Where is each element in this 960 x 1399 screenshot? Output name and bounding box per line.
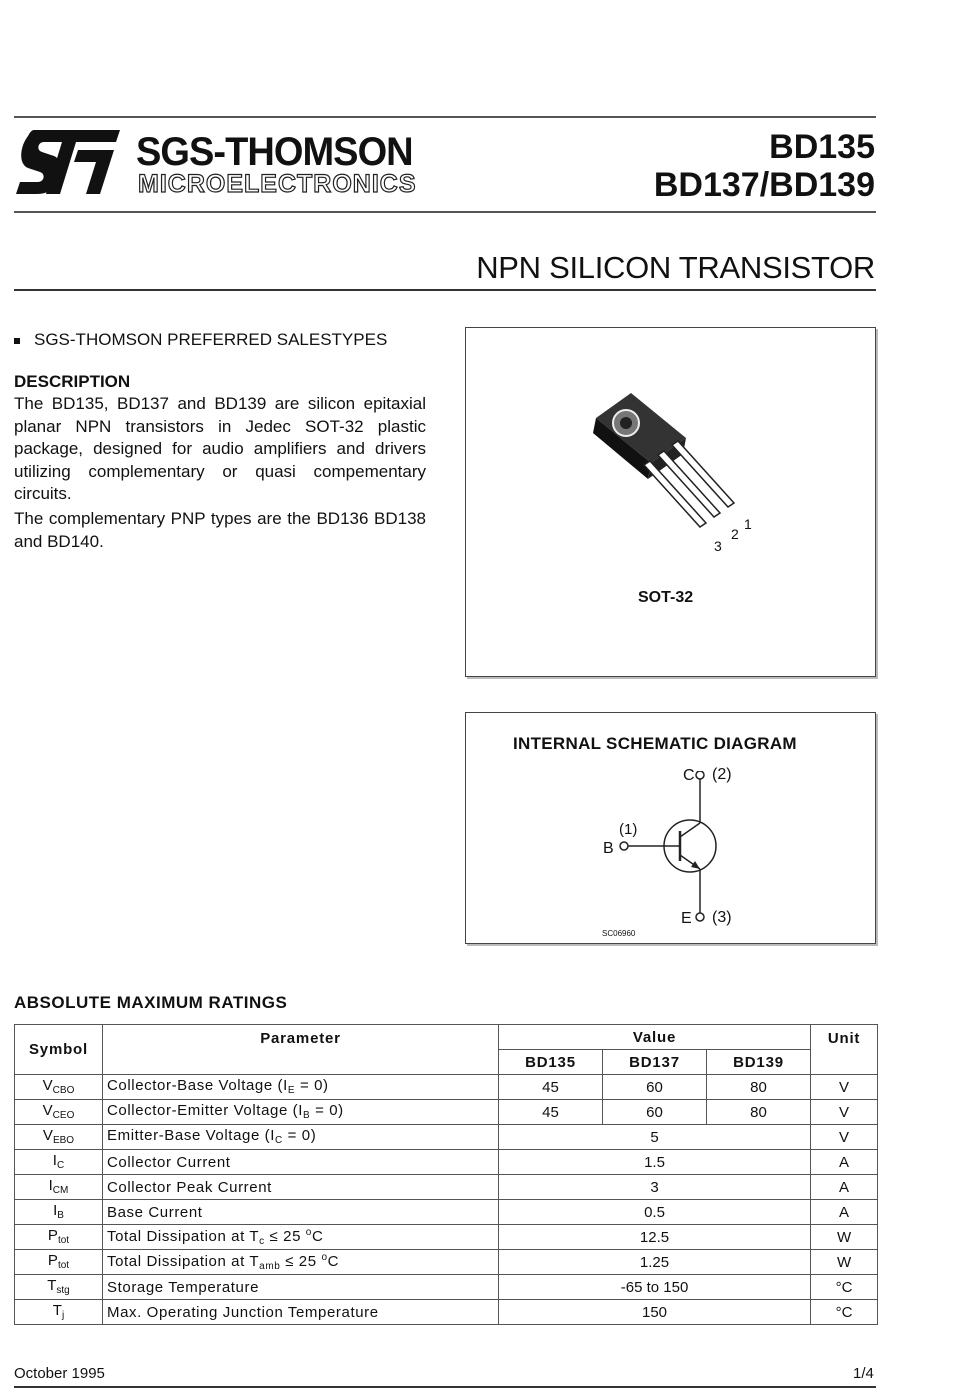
unit-cell: A <box>811 1200 878 1225</box>
header-unit: Unit <box>811 1025 878 1075</box>
value-bd135-cell: 45 <box>499 1075 603 1100</box>
parameter-cell: Collector-Base Voltage $(I_E = 0)$ <box>103 1075 499 1100</box>
parameter-cell: Total Dissipation at $T_{amb} \le 25$ $^o$C <box>103 1250 499 1275</box>
footer-rule <box>14 1386 876 1388</box>
pin-1-label: 1 <box>744 516 752 532</box>
ratings-table <box>14 1024 878 1325</box>
value-cell: 1.25 <box>499 1250 811 1275</box>
unit-cell: V <box>811 1100 878 1125</box>
description-heading: DESCRIPTION <box>14 372 131 391</box>
ratings-heading: ABSOLUTE MAXIMUM RATINGS <box>14 993 288 1012</box>
top-rule <box>14 116 876 118</box>
parameter-cell: Storage Temperature <box>103 1275 499 1300</box>
collector-label: C <box>683 767 695 784</box>
symbol-cell: $V_{CBO}$ <box>15 1075 103 1100</box>
parameter-cell: Max. Operating Junction Temperature <box>103 1300 499 1325</box>
unit-cell: W <box>811 1250 878 1275</box>
bullet-icon <box>14 338 20 344</box>
symbol-cell: $I_{CM}$ <box>15 1175 103 1200</box>
header-bd137: BD137 <box>603 1050 707 1075</box>
schematic-title: INTERNAL SCHEMATIC DIAGRAM <box>513 734 797 753</box>
description-paragraph-1: The BD135, BD137 and BD139 are silicon epitaxial planar NPN transistors in Jedec SOT-32 plastic package, designed for audio amplifiers and drivers utilizing complementary or quasi compementary circuits. <box>14 394 426 503</box>
base-label: B <box>603 840 614 857</box>
symbol-cell: $P_{tot}$ <box>15 1250 103 1275</box>
unit-cell: V <box>811 1075 878 1100</box>
unit-cell: °C <box>811 1300 878 1325</box>
base-pin: (1) <box>619 821 638 838</box>
value-bd139-cell: 80 <box>707 1075 811 1100</box>
table-row <box>15 1200 878 1225</box>
table-row <box>15 1225 878 1250</box>
value-bd135-cell: 45 <box>499 1100 603 1125</box>
value-cell: 150 <box>499 1300 811 1325</box>
footer-date: October 1995 <box>14 1365 105 1382</box>
parameter-cell: Emitter-Base Voltage $(I_C = 0)$ <box>103 1125 499 1150</box>
parameter-cell: Collector-Emitter Voltage $(I_B = 0)$ <box>103 1100 499 1125</box>
part-number-2: BD137/BD139 <box>653 166 875 204</box>
emitter-pin: (3) <box>712 909 732 926</box>
table-row <box>15 1300 878 1325</box>
description-paragraph-2: The complementary PNP types are the BD136 BD138 and BD140. <box>14 509 426 551</box>
document-title: NPN SILICON TRANSISTOR <box>476 250 875 285</box>
drawing-code: SC06960 <box>602 929 636 938</box>
symbol-cell: $P_{tot}$ <box>15 1225 103 1250</box>
sot32-package-icon <box>576 383 776 563</box>
value-bd137-cell: 60 <box>603 1100 707 1125</box>
npn-transistor-symbol-icon <box>596 771 746 931</box>
header-bd135: BD135 <box>499 1050 603 1075</box>
unit-cell: A <box>811 1175 878 1200</box>
parameter-cell: Collector Peak Current <box>103 1175 499 1200</box>
unit-cell: V <box>811 1125 878 1150</box>
symbol-cell: $I_B$ <box>15 1200 103 1225</box>
part-number-1: BD135 <box>769 128 875 166</box>
table-row <box>15 1275 878 1300</box>
emitter-label: E <box>681 910 692 927</box>
pin-3-label: 3 <box>714 538 722 554</box>
footer-page: 1/4 <box>853 1365 874 1382</box>
header-value: Value <box>499 1025 811 1050</box>
value-cell: 0.5 <box>499 1200 811 1225</box>
collector-pin: (2) <box>712 766 732 783</box>
table-row <box>15 1075 878 1100</box>
pin-2-label: 2 <box>731 526 739 542</box>
value-bd137-cell: 60 <box>603 1075 707 1100</box>
symbol-cell: $V_{EBO}$ <box>15 1125 103 1150</box>
table-row <box>15 1100 878 1125</box>
schematic-box <box>465 712 876 944</box>
table-row <box>15 1175 878 1200</box>
value-cell: 5 <box>499 1125 811 1150</box>
table-row <box>15 1150 878 1175</box>
header-symbol: Symbol <box>15 1025 103 1075</box>
symbol-cell: $T_{stg}$ <box>15 1275 103 1300</box>
company-name: SGS-THOMSON <box>136 130 413 174</box>
title-rule <box>14 289 876 291</box>
st-logo-icon <box>14 128 122 203</box>
header-bd139: BD139 <box>707 1050 811 1075</box>
header-parameter: Parameter <box>103 1025 499 1075</box>
header-rule <box>14 211 876 213</box>
package-label: SOT-32 <box>638 589 694 606</box>
symbol-cell: $T_j$ <box>15 1300 103 1325</box>
symbol-cell: $I_C$ <box>15 1150 103 1175</box>
feature-bullet <box>14 330 387 350</box>
symbol-cell: $V_{CEO}$ <box>15 1100 103 1125</box>
value-cell: 3 <box>499 1175 811 1200</box>
feature-text: SGS-THOMSON PREFERRED SALESTYPES <box>34 330 388 349</box>
parameter-cell: Total Dissipation at $T_c \le 25$ $^o$C <box>103 1225 499 1250</box>
value-bd139-cell: 80 <box>707 1100 811 1125</box>
value-cell: 1.5 <box>499 1150 811 1175</box>
unit-cell: W <box>811 1225 878 1250</box>
company-division: MICROELECTRONICS <box>138 170 417 198</box>
unit-cell: °C <box>811 1275 878 1300</box>
unit-cell: A <box>811 1150 878 1175</box>
package-box <box>465 327 876 677</box>
table-row <box>15 1250 878 1275</box>
table-row <box>15 1125 878 1150</box>
parameter-cell: Collector Current <box>103 1150 499 1175</box>
parameter-cell: Base Current <box>103 1200 499 1225</box>
value-cell: 12.5 <box>499 1225 811 1250</box>
value-cell: -65 to 150 <box>499 1275 811 1300</box>
